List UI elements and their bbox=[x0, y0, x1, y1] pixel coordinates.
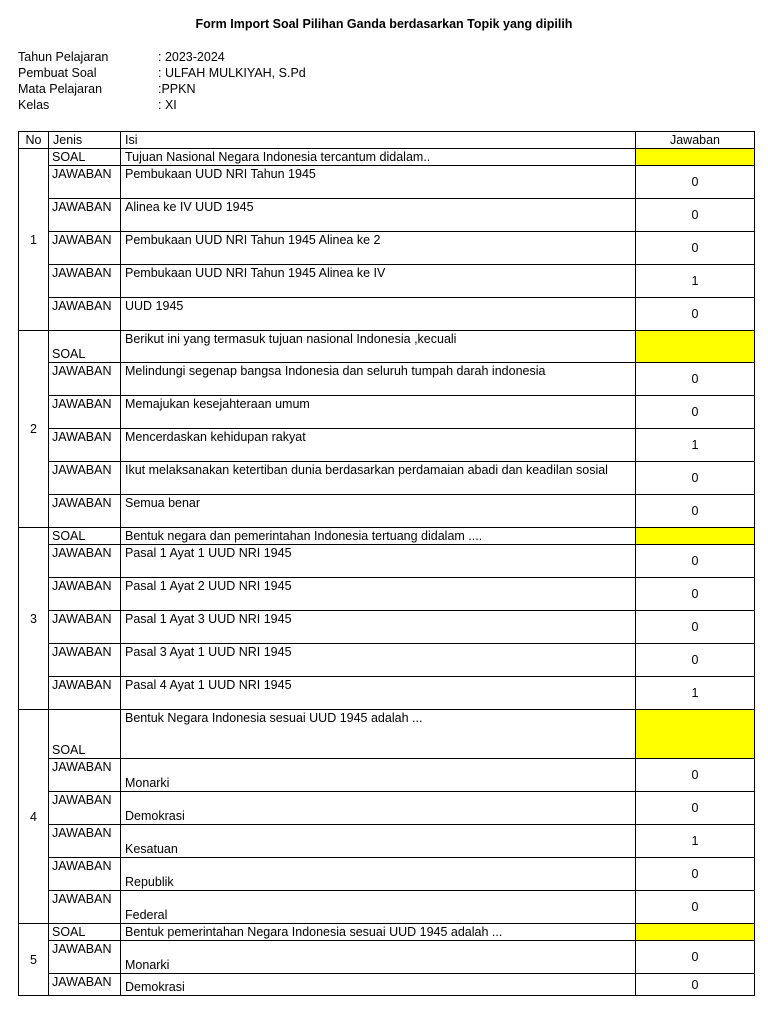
jenis-jawaban: JAWABAN bbox=[49, 825, 121, 858]
jenis-jawaban: JAWABAN bbox=[49, 677, 121, 710]
jenis-jawaban: JAWABAN bbox=[49, 644, 121, 677]
answer-value: 1 bbox=[636, 429, 755, 462]
jenis-jawaban: JAWABAN bbox=[49, 166, 121, 199]
meta-value: : 2023-2024 bbox=[158, 50, 225, 64]
question-row bbox=[19, 710, 755, 759]
answer-value: 0 bbox=[636, 232, 755, 265]
answer-row bbox=[19, 792, 755, 825]
answer-row bbox=[19, 974, 755, 996]
jenis-jawaban: JAWABAN bbox=[49, 363, 121, 396]
jenis-jawaban: JAWABAN bbox=[49, 858, 121, 891]
answer-value: 0 bbox=[636, 611, 755, 644]
answer-row bbox=[19, 363, 755, 396]
answer-row bbox=[19, 644, 755, 677]
answer-row bbox=[19, 545, 755, 578]
meta-value: : ULFAH MULKIYAH, S.Pd bbox=[158, 66, 306, 80]
answer-text: Demokrasi bbox=[121, 792, 636, 825]
question-number: 3 bbox=[19, 528, 49, 710]
jenis-jawaban: JAWABAN bbox=[49, 495, 121, 528]
answer-key-cell bbox=[636, 149, 755, 166]
jenis-jawaban: JAWABAN bbox=[49, 611, 121, 644]
jenis-jawaban: JAWABAN bbox=[49, 429, 121, 462]
jenis-jawaban: JAWABAN bbox=[49, 891, 121, 924]
page-title: Form Import Soal Pilihan Ganda berdasarkan Topik yang dipilih bbox=[195, 17, 573, 31]
answer-value: 0 bbox=[636, 644, 755, 677]
answer-value: 0 bbox=[636, 759, 755, 792]
answer-value: 0 bbox=[636, 858, 755, 891]
jenis-soal: SOAL bbox=[49, 528, 121, 545]
answer-row bbox=[19, 199, 755, 232]
jenis-jawaban: JAWABAN bbox=[49, 396, 121, 429]
answer-row bbox=[19, 891, 755, 924]
answer-value: 0 bbox=[636, 578, 755, 611]
question-number: 2 bbox=[19, 331, 49, 528]
answer-value: 0 bbox=[636, 545, 755, 578]
meta-row-pembuat bbox=[18, 65, 306, 81]
answer-text: UUD 1945 bbox=[121, 298, 636, 331]
answer-text: Monarki bbox=[121, 759, 636, 792]
jenis-jawaban: JAWABAN bbox=[49, 232, 121, 265]
form-meta bbox=[18, 49, 306, 113]
answer-row bbox=[19, 298, 755, 331]
answer-value: 0 bbox=[636, 495, 755, 528]
question-number: 5 bbox=[19, 924, 49, 996]
answer-row bbox=[19, 265, 755, 298]
answer-row bbox=[19, 462, 755, 495]
answer-text: Pembukaan UUD NRI Tahun 1945 bbox=[121, 166, 636, 199]
jenis-jawaban: JAWABAN bbox=[49, 199, 121, 232]
answer-text: Melindungi segenap bangsa Indonesia dan seluruh tumpah darah indonesia bbox=[121, 363, 636, 396]
meta-label: Mata Pelajaran bbox=[18, 82, 103, 96]
answer-text: Pembukaan UUD NRI Tahun 1945 Alinea ke IV bbox=[121, 265, 636, 298]
meta-value: :PPKN bbox=[158, 82, 196, 96]
header-jenis: Jenis bbox=[49, 132, 121, 149]
answer-text: Demokrasi bbox=[121, 974, 636, 996]
question-number: 4 bbox=[19, 710, 49, 924]
answer-value: 0 bbox=[636, 891, 755, 924]
answer-value: 0 bbox=[636, 166, 755, 199]
answer-text: Memajukan kesejahteraan umum bbox=[121, 396, 636, 429]
question-text: Bentuk Negara Indonesia sesuai UUD 1945 adalah ... bbox=[121, 710, 636, 759]
answer-value: 0 bbox=[636, 792, 755, 825]
question-text: Tujuan Nasional Negara Indonesia tercantum didalam.. bbox=[121, 149, 636, 166]
answer-text: Alinea ke IV UUD 1945 bbox=[121, 199, 636, 232]
answer-value: 0 bbox=[636, 396, 755, 429]
meta-value: : XI bbox=[158, 98, 177, 112]
header-isi: Isi bbox=[121, 132, 636, 149]
jenis-jawaban: JAWABAN bbox=[49, 759, 121, 792]
answer-text: Pembukaan UUD NRI Tahun 1945 Alinea ke 2 bbox=[121, 232, 636, 265]
jenis-jawaban: JAWABAN bbox=[49, 578, 121, 611]
answer-row bbox=[19, 232, 755, 265]
meta-label: Tahun Pelajaran bbox=[18, 50, 109, 64]
question-number: 1 bbox=[19, 149, 49, 331]
answer-value: 0 bbox=[636, 462, 755, 495]
answer-value: 1 bbox=[636, 825, 755, 858]
answer-value: 1 bbox=[636, 265, 755, 298]
question-row bbox=[19, 528, 755, 545]
question-text: Berikut ini yang termasuk tujuan nasional Indonesia ,kecuali bbox=[121, 331, 636, 363]
question-row bbox=[19, 924, 755, 941]
answer-text: Monarki bbox=[121, 941, 636, 974]
answer-value: 0 bbox=[636, 298, 755, 331]
answer-text: Semua benar bbox=[121, 495, 636, 528]
answer-key-cell bbox=[636, 924, 755, 941]
answer-value: 0 bbox=[636, 363, 755, 396]
answer-text: Pasal 1 Ayat 2 UUD NRI 1945 bbox=[121, 578, 636, 611]
meta-label: Kelas bbox=[18, 98, 50, 112]
jenis-jawaban: JAWABAN bbox=[49, 265, 121, 298]
meta-row-tahun bbox=[18, 49, 306, 65]
answer-row bbox=[19, 941, 755, 974]
answer-row bbox=[19, 825, 755, 858]
answer-value: 0 bbox=[636, 199, 755, 232]
question-text: Bentuk pemerintahan Negara Indonesia sesuai UUD 1945 adalah ... bbox=[121, 924, 636, 941]
answer-value: 0 bbox=[636, 974, 755, 996]
meta-label: Pembuat Soal bbox=[18, 66, 97, 80]
answer-text: Ikut melaksanakan ketertiban dunia berdasarkan perdamaian abadi dan keadilan sosial bbox=[121, 462, 636, 495]
answer-row bbox=[19, 759, 755, 792]
answer-text: Pasal 1 Ayat 1 UUD NRI 1945 bbox=[121, 545, 636, 578]
answer-row bbox=[19, 611, 755, 644]
answer-key-cell bbox=[636, 710, 755, 759]
question-table bbox=[18, 131, 755, 996]
question-row bbox=[19, 331, 755, 363]
jenis-jawaban: JAWABAN bbox=[49, 545, 121, 578]
jenis-jawaban: JAWABAN bbox=[49, 974, 121, 996]
answer-row bbox=[19, 495, 755, 528]
page-bottom-margin bbox=[0, 1000, 768, 1024]
answer-row bbox=[19, 677, 755, 710]
jenis-soal: SOAL bbox=[49, 331, 121, 363]
answer-text: Mencerdaskan kehidupan rakyat bbox=[121, 429, 636, 462]
answer-row bbox=[19, 578, 755, 611]
answer-row bbox=[19, 858, 755, 891]
answer-row bbox=[19, 396, 755, 429]
question-row bbox=[19, 149, 755, 166]
question-text: Bentuk negara dan pemerintahan Indonesia tertuang didalam .... bbox=[121, 528, 636, 545]
answer-text: Pasal 1 Ayat 3 UUD NRI 1945 bbox=[121, 611, 636, 644]
answer-text: Pasal 3 Ayat 1 UUD NRI 1945 bbox=[121, 644, 636, 677]
answer-row bbox=[19, 429, 755, 462]
jenis-jawaban: JAWABAN bbox=[49, 941, 121, 974]
meta-row-mapel bbox=[18, 81, 306, 97]
answer-key-cell bbox=[636, 528, 755, 545]
table-header-row bbox=[19, 132, 755, 149]
jenis-jawaban: JAWABAN bbox=[49, 792, 121, 825]
answer-text: Kesatuan bbox=[121, 825, 636, 858]
answer-value: 1 bbox=[636, 677, 755, 710]
answer-text: Federal bbox=[121, 891, 636, 924]
answer-key-cell bbox=[636, 331, 755, 363]
answer-text: Pasal 4 Ayat 1 UUD NRI 1945 bbox=[121, 677, 636, 710]
header-no: No bbox=[19, 132, 49, 149]
jenis-soal: SOAL bbox=[49, 710, 121, 759]
jenis-soal: SOAL bbox=[49, 149, 121, 166]
jenis-jawaban: JAWABAN bbox=[49, 462, 121, 495]
meta-row-kelas bbox=[18, 97, 306, 113]
answer-row bbox=[19, 166, 755, 199]
answer-text: Republik bbox=[121, 858, 636, 891]
jenis-soal: SOAL bbox=[49, 924, 121, 941]
jenis-jawaban: JAWABAN bbox=[49, 298, 121, 331]
answer-value: 0 bbox=[636, 941, 755, 974]
header-jawaban: Jawaban bbox=[636, 132, 755, 149]
